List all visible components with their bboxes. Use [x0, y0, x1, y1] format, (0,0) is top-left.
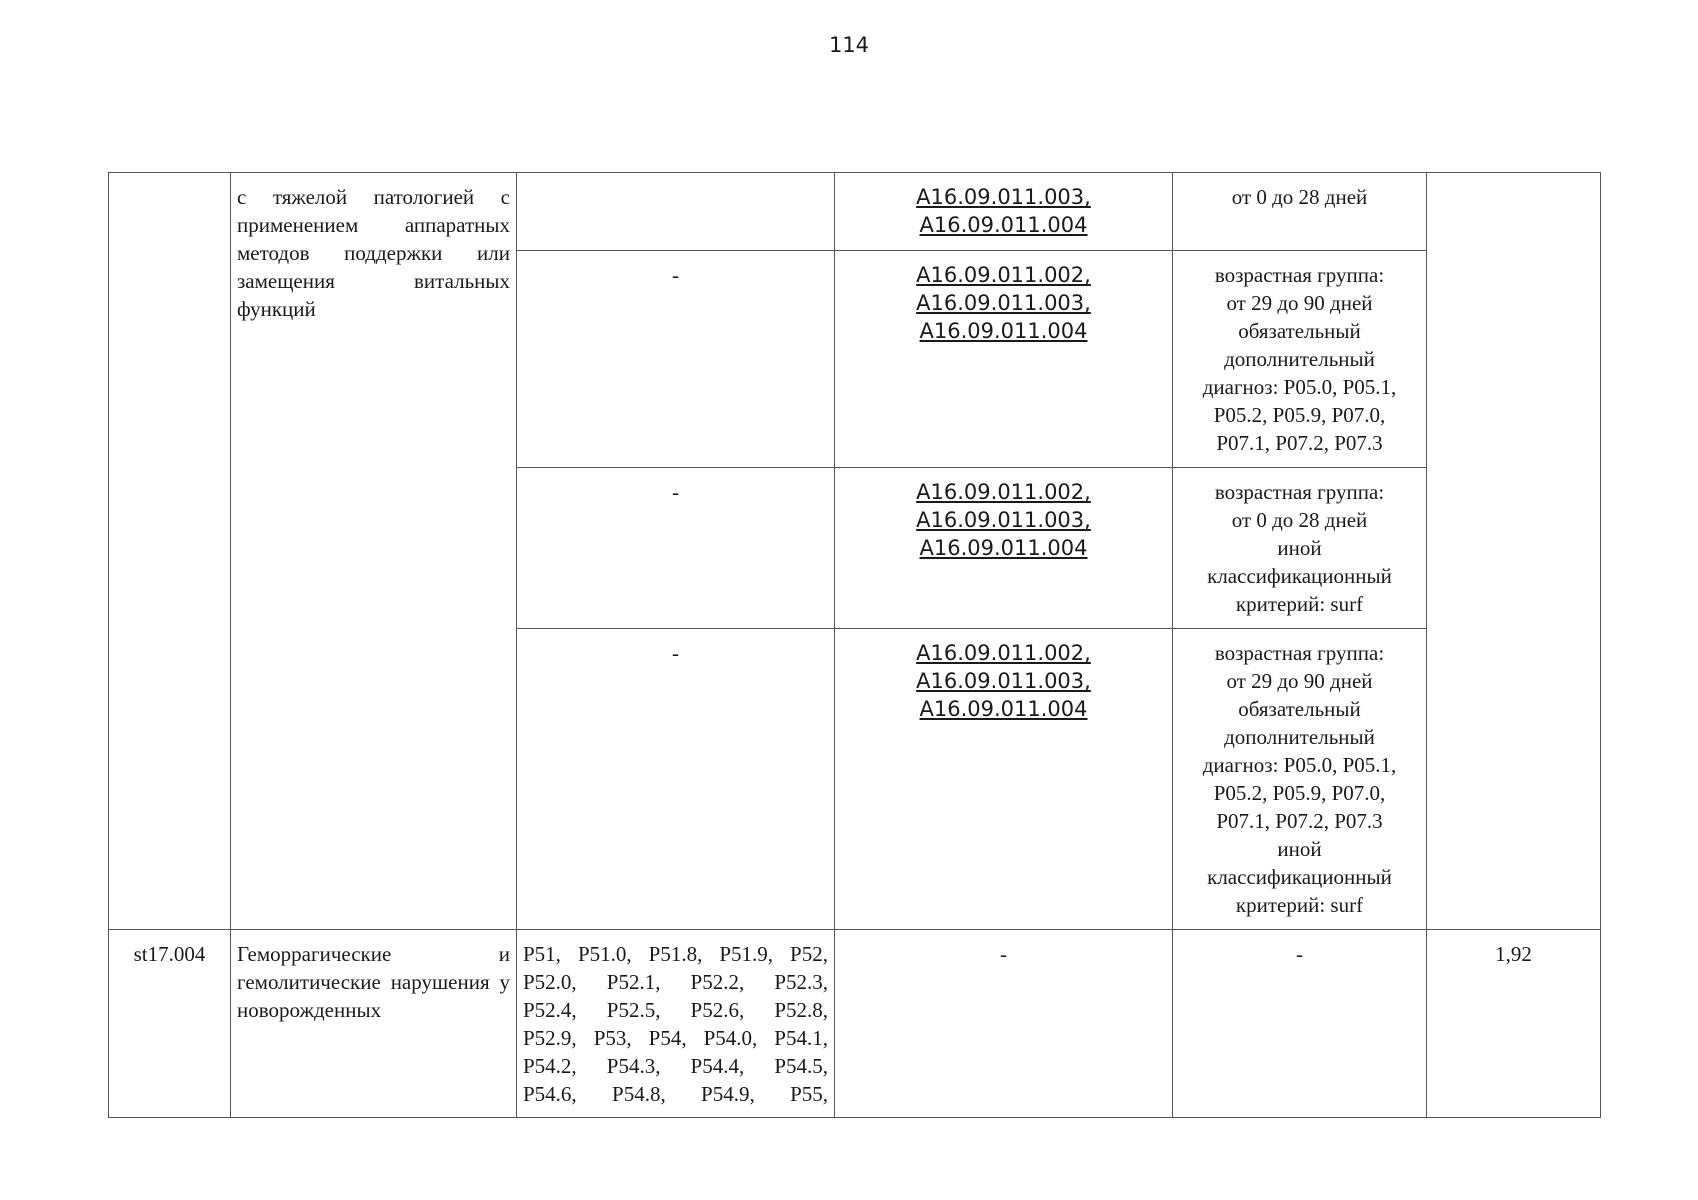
diagnosis-value: - [672, 480, 679, 504]
diagnosis-cell [517, 468, 835, 629]
criteria-line: диагноз: P05.0, P05.1, [1202, 753, 1397, 777]
criteria-line: от 0 до 28 дней [1231, 185, 1368, 209]
criteria-cell [1173, 629, 1427, 930]
ksg-code: st17.004 [133, 942, 206, 966]
table-row [109, 173, 1601, 251]
criteria-line: иной [1277, 837, 1322, 861]
criteria-cell [1173, 468, 1427, 629]
criteria-cell [1173, 930, 1427, 1118]
criteria-line: классификационный [1207, 564, 1392, 588]
criteria-line: от 0 до 28 дней [1231, 508, 1368, 532]
criteria-line: возрастная группа: [1214, 480, 1385, 504]
criteria-line: дополнительный [1224, 725, 1375, 749]
coefficient-cell [1427, 930, 1601, 1118]
service-code-link[interactable]: A16.09.011.004 [919, 319, 1088, 343]
ksg-table [108, 172, 1601, 1118]
diagnosis-line: P54.2, P54.3, P54.4, P54.5, [523, 1054, 828, 1078]
criteria-line: критерий: surf [1235, 592, 1364, 616]
service-code-link[interactable]: A16.09.011.004 [919, 536, 1088, 560]
ksg-name: с тяжелой патологией с применением аппаратных методов поддержки или замещения витальных функций [237, 185, 510, 321]
criteria-line: P07.1, P07.2, P07.3 [1216, 809, 1383, 833]
diagnosis-cell [517, 173, 835, 251]
service-code-link[interactable]: A16.09.011.004 [919, 213, 1088, 237]
criteria-line: от 29 до 90 дней [1226, 291, 1373, 315]
table-row [109, 930, 1601, 1118]
service-codes-cell [835, 629, 1173, 930]
coefficient-cell [1427, 173, 1601, 930]
criteria-line: иной [1277, 536, 1322, 560]
service-value: - [1000, 942, 1007, 966]
diagnosis-cell [517, 251, 835, 468]
service-code-link[interactable]: A16.09.011.004 [919, 697, 1088, 721]
criteria-line: дополнительный [1224, 347, 1375, 371]
diagnosis-value: - [672, 263, 679, 287]
diagnosis-value: - [672, 641, 679, 665]
service-code-link[interactable]: A16.09.011.003, [916, 669, 1091, 693]
coefficient-value: 1,92 [1495, 942, 1532, 966]
criteria-line: возрастная группа: [1214, 263, 1385, 287]
ksg-name-cell [231, 930, 517, 1118]
service-code-link[interactable]: A16.09.011.002, [916, 480, 1091, 504]
diagnosis-cell [517, 629, 835, 930]
service-code-link[interactable]: A16.09.011.002, [916, 641, 1091, 665]
criteria-line: обязательный [1238, 697, 1361, 721]
diagnosis-line: P52.9, P53, P54, P54.0, P54.1, [523, 1026, 828, 1050]
criteria-line: P07.1, P07.2, P07.3 [1216, 431, 1383, 455]
criteria-cell [1173, 173, 1427, 251]
criteria-line: классификационный [1207, 865, 1392, 889]
criteria-line: диагноз: P05.0, P05.1, [1202, 375, 1397, 399]
diagnosis-line: P54.6, P54.8, P54.9, P55, [523, 1082, 828, 1106]
ksg-name: Геморрагические и гемолитические нарушения у новорожденных [237, 942, 510, 1022]
criteria-line: от 29 до 90 дней [1226, 669, 1373, 693]
criteria-line: возрастная группа: [1214, 641, 1385, 665]
diagnosis-cell [517, 930, 835, 1118]
page-number: 114 [828, 33, 870, 57]
ksg-code-cell [109, 173, 231, 930]
criteria-cell [1173, 251, 1427, 468]
criteria-line: обязательный [1238, 319, 1361, 343]
service-code-link[interactable]: A16.09.011.003, [916, 291, 1091, 315]
diagnosis-line: P52.0, P52.1, P52.2, P52.3, [523, 970, 828, 994]
criteria-line: критерий: surf [1235, 893, 1364, 917]
ksg-name-cell [231, 173, 517, 930]
service-code-link[interactable]: A16.09.011.003, [916, 185, 1091, 209]
service-code-link[interactable]: A16.09.011.003, [916, 508, 1091, 532]
service-codes-cell [835, 173, 1173, 251]
ksg-code-cell [109, 930, 231, 1118]
service-codes-cell [835, 251, 1173, 468]
diagnosis-line: P51, P51.0, P51.8, P51.9, P52, [523, 942, 828, 966]
service-codes-cell [835, 930, 1173, 1118]
criteria-value: - [1296, 942, 1303, 966]
service-codes-cell [835, 468, 1173, 629]
service-code-link[interactable]: A16.09.011.002, [916, 263, 1091, 287]
diagnosis-line: P52.4, P52.5, P52.6, P52.8, [523, 998, 828, 1022]
criteria-line: P05.2, P05.9, P07.0, [1213, 781, 1386, 805]
criteria-line: P05.2, P05.9, P07.0, [1213, 403, 1386, 427]
